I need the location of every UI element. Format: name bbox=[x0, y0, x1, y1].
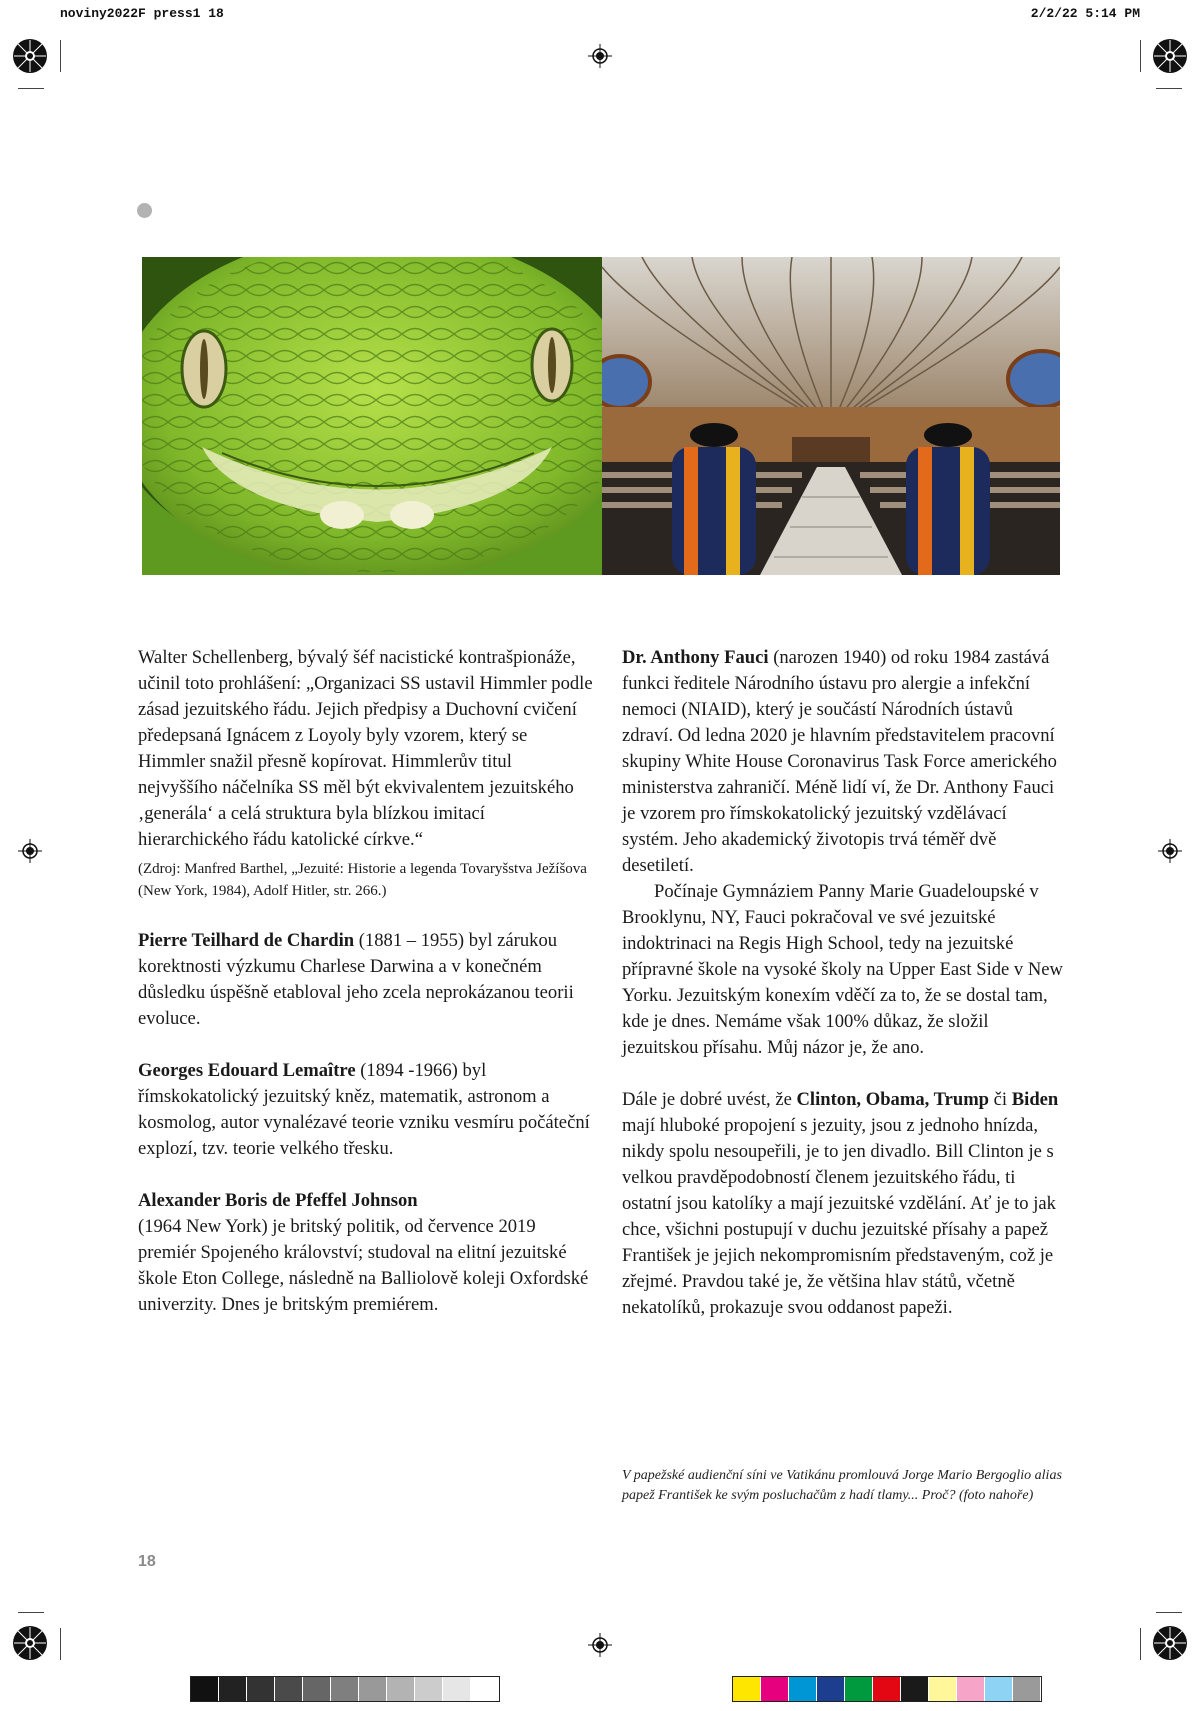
crosshair-icon bbox=[588, 1633, 612, 1657]
photo-caption: V papežské audienční síni ve Vatikánu promlouvá Jorge Mario Bergoglio alias papež František ke svým posluchačům z hadí tlamy... Proč? (foto nahoře) bbox=[622, 1468, 1062, 1503]
color-swatch bbox=[845, 1677, 873, 1701]
crop-mark bbox=[1140, 1628, 1141, 1660]
color-swatch bbox=[957, 1677, 985, 1701]
registration-sunburst-icon bbox=[12, 1625, 48, 1661]
decorative-dot bbox=[137, 203, 152, 218]
color-swatch bbox=[219, 1677, 247, 1701]
right-column bbox=[622, 645, 1067, 1321]
crop-mark bbox=[1156, 1612, 1182, 1613]
crosshair-icon bbox=[588, 44, 612, 68]
johnson-name: Alexander Boris de Pfeffel Johnson bbox=[138, 1190, 418, 1211]
fauci-paragraph bbox=[622, 645, 1067, 879]
color-swatch bbox=[359, 1677, 387, 1701]
source-citation: (Zdroj: Manfred Barthel, „Jezuité: Historie a legenda Tovaryšstva Ježíšova (New York, 1984), Adolf Hitler, str. 266.) bbox=[138, 861, 587, 899]
color-swatch bbox=[191, 1677, 219, 1701]
color-swatch bbox=[929, 1677, 957, 1701]
registration-sunburst-icon bbox=[12, 38, 48, 74]
crop-mark bbox=[60, 1628, 61, 1660]
chardin-text: (1881 – 1955) byl zárukou korektnosti výzkumu Charlese Darwina a v konečném důsledku úspěšně etabloval jeho zcela neprokázanou teorii evoluce. bbox=[138, 930, 574, 1029]
presidents-paragraph bbox=[622, 1087, 1067, 1321]
crop-mark bbox=[18, 88, 44, 89]
fauci-name: Dr. Anthony Fauci bbox=[622, 647, 769, 668]
crosshair-icon bbox=[1158, 839, 1182, 863]
color-swatch bbox=[387, 1677, 415, 1701]
print-slug-filename: noviny2022F press1 18 bbox=[60, 6, 224, 21]
color-swatch bbox=[331, 1677, 359, 1701]
color-swatch bbox=[985, 1677, 1013, 1701]
crop-mark bbox=[1140, 40, 1141, 72]
page-number: 18 bbox=[138, 1553, 156, 1570]
johnson-heading bbox=[138, 1188, 593, 1214]
chardin-name: Pierre Teilhard de Chardin bbox=[138, 930, 355, 951]
process-color-bar bbox=[732, 1676, 1042, 1702]
presidents-connector: či bbox=[989, 1089, 1012, 1110]
presidents-names: Clinton, Obama, Trump bbox=[796, 1089, 990, 1110]
lemaitre-paragraph bbox=[138, 1058, 593, 1162]
presidents-intro: Dále je dobré uvést, že bbox=[622, 1089, 797, 1110]
lemaitre-name: Georges Edouard Lemaître bbox=[138, 1060, 356, 1081]
color-swatch bbox=[247, 1677, 275, 1701]
registration-sunburst-icon bbox=[1152, 1625, 1188, 1661]
left-column bbox=[138, 645, 593, 1318]
johnson-text: (1964 New York) je britský politik, od července 2019 premiér Spojeného království; studoval na elitní jezuitské škole Eton College, následně na Balliolově koleji Oxfordské univerzity. Dnes je britským premiérem. bbox=[138, 1216, 589, 1315]
color-swatch bbox=[761, 1677, 789, 1701]
crop-mark bbox=[18, 1612, 44, 1613]
audience-hall-photo bbox=[602, 257, 1060, 575]
color-swatch bbox=[1013, 1677, 1041, 1701]
color-swatch bbox=[415, 1677, 443, 1701]
color-swatch bbox=[275, 1677, 303, 1701]
fauci-text: (narozen 1940) od roku 1984 zastává funkci ředitele Národního ústavu pro alergie a infekční nemoci (NIAID), který je součástí Národních ústavů zdraví. Od ledna 2020 je hlavním představitelem pracovní skupiny White House Coronavirus Task Force amerického ministerstva zahraničí. Méně lidí ví, že Dr. Anthony Fauci je vzorem pro římskokatolický jezuitský vzdělávací systém. Jeho akademický životopis trvá téměř dvě desetiletí. bbox=[622, 647, 1057, 876]
gray-color-bar bbox=[190, 1676, 500, 1702]
color-swatch bbox=[873, 1677, 901, 1701]
color-swatch bbox=[817, 1677, 845, 1701]
color-swatch bbox=[443, 1677, 471, 1701]
print-slug-timestamp: 2/2/22 5:14 PM bbox=[1030, 6, 1140, 21]
color-swatch bbox=[303, 1677, 331, 1701]
chardin-paragraph bbox=[138, 928, 593, 1032]
presidents-text: mají hluboké propojení s jezuity, jsou z jednoho hnízda, nikdy spolu nesoupeřili, je to jen divadlo. Bill Clinton je s velkou pravděpodobností členem jezuitského řádu, ti ostatní jsou katolíky a mají jezuitské vzdělání. Ať je to jak chce, všichni postupují v duchu jezuitské přísahy a papež František je jejich nekompromisním představeným, což je zřejmé. Pravdou také je, že většina hlav států, včetně nekatolíků, prokazuje svou oddanost papeži. bbox=[622, 1115, 1056, 1318]
registration-sunburst-icon bbox=[1152, 38, 1188, 74]
schellenberg-paragraph: Walter Schellenberg, bývalý šéf nacistické kontrašpionáže, učinil toto prohlášení: „Organizaci SS ustavil Himmler podle zásad jezuitského řádu. Jejich předpisy a Duchovní cvičení předepsaná Ignácem z Loyoly byly vzorem, který se Himmler snažil přesně kopírovat. Himmlerův titul nejvyššího náčelníka SS měl být ekvivalentem jezuitského ‚generála‘ a celá struktura byla blízkou imitací hierarchického řádu katolické církve.“ bbox=[138, 647, 593, 850]
fauci-education-paragraph: Počínaje Gymnáziem Panny Marie Guadeloupské v Brooklynu, NY, Fauci pokračoval ve své jezuitské indoktrinaci na Regis High School, tedy na jezuitské přípravné škole na vysoké školy na Upper East Side v New Yorku. Jezuitským konexím vděčí za to, že se dostal tam, kde je dnes. Nemáme však 100% důkaz, že složil jezuitskou přísahu. Můj názor je, že ano. bbox=[622, 881, 1063, 1058]
crosshair-icon bbox=[18, 839, 42, 863]
snake-photo bbox=[142, 257, 602, 575]
crop-mark bbox=[1156, 88, 1182, 89]
biden-name: Biden bbox=[1011, 1089, 1059, 1110]
color-swatch bbox=[901, 1677, 929, 1701]
crop-mark bbox=[60, 40, 61, 72]
lemaitre-text: (1894 -1966) byl římskokatolický jezuitský kněz, matematik, astronom a kosmolog, autor vynalézavé teorie vzniku vesmíru počáteční explozí, tzv. teorie velkého třesku. bbox=[138, 1060, 590, 1159]
color-swatch bbox=[789, 1677, 817, 1701]
color-swatch bbox=[471, 1677, 499, 1701]
color-swatch bbox=[733, 1677, 761, 1701]
